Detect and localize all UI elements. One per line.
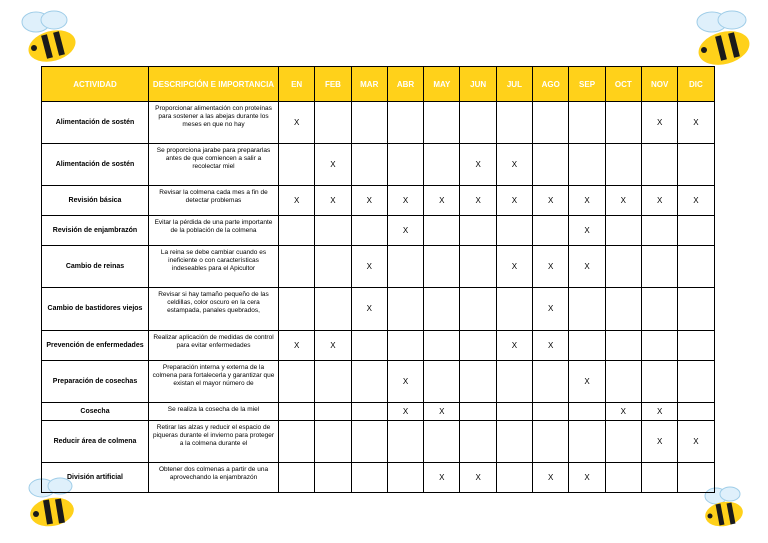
month-mark-cell <box>351 360 387 402</box>
month-mark-cell <box>641 360 677 402</box>
month-mark-cell <box>279 462 315 492</box>
month-mark-cell <box>387 288 423 330</box>
description-cell: Se realiza la cosecha de la miel <box>149 402 279 420</box>
month-mark-cell <box>678 246 714 288</box>
month-mark-cell: X <box>678 186 714 216</box>
month-mark-cell <box>351 216 387 246</box>
month-mark-cell: X <box>351 246 387 288</box>
month-mark-cell: X <box>351 186 387 216</box>
month-header-dic: DIC <box>678 67 714 102</box>
activity-cell: Reducir área de colmena <box>42 420 149 462</box>
month-mark-cell <box>569 330 605 360</box>
month-mark-cell <box>496 402 532 420</box>
month-mark-cell <box>496 216 532 246</box>
month-mark-cell <box>315 102 351 144</box>
month-mark-cell <box>678 216 714 246</box>
month-mark-cell: X <box>279 102 315 144</box>
table-row <box>42 420 715 462</box>
bee-icon-top-right <box>686 8 758 68</box>
month-mark-cell <box>351 330 387 360</box>
description-cell: Realizar aplicación de medidas de control para evitar enfermedades <box>149 330 279 360</box>
month-mark-cell <box>279 216 315 246</box>
table-row <box>42 246 715 288</box>
month-mark-cell <box>387 462 423 492</box>
month-mark-cell: X <box>641 420 677 462</box>
table-row <box>42 216 715 246</box>
month-mark-cell <box>605 462 641 492</box>
description-header: DESCRIPCIÓN E IMPORTANCIA <box>149 67 279 102</box>
month-mark-cell: X <box>387 360 423 402</box>
month-mark-cell: X <box>315 186 351 216</box>
table-row <box>42 288 715 330</box>
activity-cell: Cambio de reinas <box>42 246 149 288</box>
month-mark-cell: X <box>533 330 569 360</box>
activity-cell: Preparación de cosechas <box>42 360 149 402</box>
month-mark-cell <box>351 144 387 186</box>
month-mark-cell <box>605 246 641 288</box>
month-header-feb: FEB <box>315 67 351 102</box>
month-mark-cell <box>678 360 714 402</box>
month-mark-cell: X <box>424 402 460 420</box>
month-mark-cell <box>424 102 460 144</box>
month-mark-cell: X <box>605 402 641 420</box>
month-mark-cell <box>678 288 714 330</box>
month-mark-cell <box>605 288 641 330</box>
month-mark-cell <box>678 462 714 492</box>
month-mark-cell: X <box>678 102 714 144</box>
table-row <box>42 186 715 216</box>
month-header-ago: AGO <box>533 67 569 102</box>
month-mark-cell: X <box>641 402 677 420</box>
month-mark-cell <box>279 402 315 420</box>
bee-icon-top-left <box>14 8 80 64</box>
month-mark-cell: X <box>424 462 460 492</box>
month-mark-cell <box>641 330 677 360</box>
month-mark-cell <box>279 288 315 330</box>
month-mark-cell <box>460 288 496 330</box>
beekeeping-calendar-table <box>41 66 715 493</box>
table-row <box>42 330 715 360</box>
description-cell: Proporcionar alimentación con proteínas para sostener a las abejas durante los meses en que no hay <box>149 102 279 144</box>
month-mark-cell <box>533 402 569 420</box>
activity-header: ACTIVIDAD <box>42 67 149 102</box>
month-mark-cell: X <box>641 186 677 216</box>
month-mark-cell <box>351 462 387 492</box>
month-mark-cell: X <box>387 216 423 246</box>
month-mark-cell <box>424 360 460 402</box>
month-mark-cell <box>569 102 605 144</box>
month-mark-cell: X <box>533 288 569 330</box>
description-cell: Revisar si hay tamaño pequeño de las celdillas, color oscuro en la cera estampada, panales quebrados, <box>149 288 279 330</box>
month-header-nov: NOV <box>641 67 677 102</box>
month-mark-cell <box>424 330 460 360</box>
month-mark-cell <box>605 216 641 246</box>
month-header-abr: ABR <box>387 67 423 102</box>
month-mark-cell <box>279 144 315 186</box>
month-mark-cell <box>460 102 496 144</box>
activity-cell: Revisión de enjambrazón <box>42 216 149 246</box>
description-cell: Obtener dos colmenas a partir de una aprovechando la enjambrazón <box>149 462 279 492</box>
month-mark-cell <box>496 462 532 492</box>
month-mark-cell <box>460 420 496 462</box>
month-mark-cell: X <box>569 462 605 492</box>
table-row <box>42 402 715 420</box>
month-mark-cell <box>315 402 351 420</box>
month-header-may: MAY <box>424 67 460 102</box>
table-row <box>42 360 715 402</box>
month-mark-cell <box>387 102 423 144</box>
month-mark-cell: X <box>496 246 532 288</box>
month-mark-cell <box>387 330 423 360</box>
month-mark-cell <box>641 246 677 288</box>
activity-cell: Cambio de bastidores viejos <box>42 288 149 330</box>
month-mark-cell <box>315 216 351 246</box>
description-cell: Se proporciona jarabe para prepararlas antes de que comiencen a salir a recolectar miel <box>149 144 279 186</box>
month-mark-cell <box>315 246 351 288</box>
month-mark-cell: X <box>605 186 641 216</box>
month-mark-cell <box>605 360 641 402</box>
month-mark-cell <box>351 102 387 144</box>
month-mark-cell <box>569 402 605 420</box>
month-mark-cell: X <box>678 420 714 462</box>
month-mark-cell <box>460 360 496 402</box>
month-mark-cell <box>605 102 641 144</box>
month-mark-cell <box>641 144 677 186</box>
month-mark-cell <box>496 420 532 462</box>
month-mark-cell <box>387 144 423 186</box>
month-mark-cell <box>678 402 714 420</box>
month-mark-cell: X <box>460 462 496 492</box>
month-mark-cell <box>424 420 460 462</box>
month-mark-cell <box>678 330 714 360</box>
month-mark-cell: X <box>460 186 496 216</box>
month-header-en: EN <box>279 67 315 102</box>
month-mark-cell: X <box>460 144 496 186</box>
activity-cell: Alimentación de sostén <box>42 144 149 186</box>
month-mark-cell <box>496 288 532 330</box>
month-mark-cell <box>605 420 641 462</box>
month-mark-cell <box>533 144 569 186</box>
activity-cell: Prevención de enfermedades <box>42 330 149 360</box>
month-mark-cell: X <box>533 462 569 492</box>
month-mark-cell: X <box>569 216 605 246</box>
month-mark-cell: X <box>496 186 532 216</box>
month-mark-cell <box>641 288 677 330</box>
month-mark-cell: X <box>387 186 423 216</box>
month-mark-cell: X <box>315 330 351 360</box>
month-header-jun: JUN <box>460 67 496 102</box>
month-mark-cell <box>496 360 532 402</box>
month-mark-cell <box>315 360 351 402</box>
month-mark-cell: X <box>569 360 605 402</box>
month-mark-cell: X <box>496 144 532 186</box>
month-mark-cell <box>533 360 569 402</box>
month-mark-cell <box>387 420 423 462</box>
description-cell: La reina se debe cambiar cuando es ineficiente o con características indeseables para el Apicultor <box>149 246 279 288</box>
month-mark-cell <box>605 330 641 360</box>
month-mark-cell <box>424 246 460 288</box>
month-mark-cell <box>460 330 496 360</box>
month-header-oct: OCT <box>605 67 641 102</box>
month-mark-cell: X <box>279 330 315 360</box>
month-mark-cell <box>496 102 532 144</box>
description-cell: Preparación interna y externa de la colmena para fortalecerla y garantizar que existan el mayor número de <box>149 360 279 402</box>
description-cell: Revisar la colmena cada mes a fin de detectar problemas <box>149 186 279 216</box>
month-mark-cell <box>533 420 569 462</box>
month-mark-cell <box>424 144 460 186</box>
month-header-mar: MAR <box>351 67 387 102</box>
activity-cell: Cosecha <box>42 402 149 420</box>
table-row <box>42 102 715 144</box>
month-mark-cell: X <box>641 102 677 144</box>
month-mark-cell: X <box>279 186 315 216</box>
month-mark-cell: X <box>315 144 351 186</box>
month-mark-cell: X <box>569 186 605 216</box>
month-mark-cell <box>279 420 315 462</box>
activity-cell: Alimentación de sostén <box>42 102 149 144</box>
month-mark-cell <box>678 144 714 186</box>
activity-cell: Revisión básica <box>42 186 149 216</box>
month-mark-cell: X <box>533 246 569 288</box>
month-mark-cell: X <box>387 402 423 420</box>
month-mark-cell: X <box>533 186 569 216</box>
month-mark-cell <box>279 246 315 288</box>
table-row <box>42 462 715 492</box>
month-mark-cell <box>533 102 569 144</box>
description-cell: Retirar las alzas y reducir el espacio de piqueras durante el invierno para proteger a la colmena durante el <box>149 420 279 462</box>
description-cell: Evitar la pérdida de una parte importante de la población de la colmena <box>149 216 279 246</box>
month-mark-cell <box>460 246 496 288</box>
month-header-sep: SEP <box>569 67 605 102</box>
month-mark-cell <box>533 216 569 246</box>
month-mark-cell <box>605 144 641 186</box>
month-mark-cell: X <box>351 288 387 330</box>
month-mark-cell <box>424 288 460 330</box>
month-mark-cell <box>569 144 605 186</box>
activity-cell: División artificial <box>42 462 149 492</box>
month-mark-cell <box>279 360 315 402</box>
month-mark-cell <box>351 402 387 420</box>
month-mark-cell <box>315 288 351 330</box>
month-header-jul: JUL <box>496 67 532 102</box>
month-mark-cell <box>460 402 496 420</box>
month-mark-cell <box>387 246 423 288</box>
month-mark-cell <box>569 288 605 330</box>
month-mark-cell: X <box>569 246 605 288</box>
month-mark-cell: X <box>424 186 460 216</box>
month-mark-cell <box>315 420 351 462</box>
month-mark-cell: X <box>496 330 532 360</box>
table-row <box>42 144 715 186</box>
month-mark-cell <box>569 420 605 462</box>
month-mark-cell <box>315 462 351 492</box>
month-mark-cell <box>351 420 387 462</box>
month-mark-cell <box>641 216 677 246</box>
header-row <box>42 67 715 102</box>
month-mark-cell <box>641 462 677 492</box>
month-mark-cell <box>460 216 496 246</box>
month-mark-cell <box>424 216 460 246</box>
